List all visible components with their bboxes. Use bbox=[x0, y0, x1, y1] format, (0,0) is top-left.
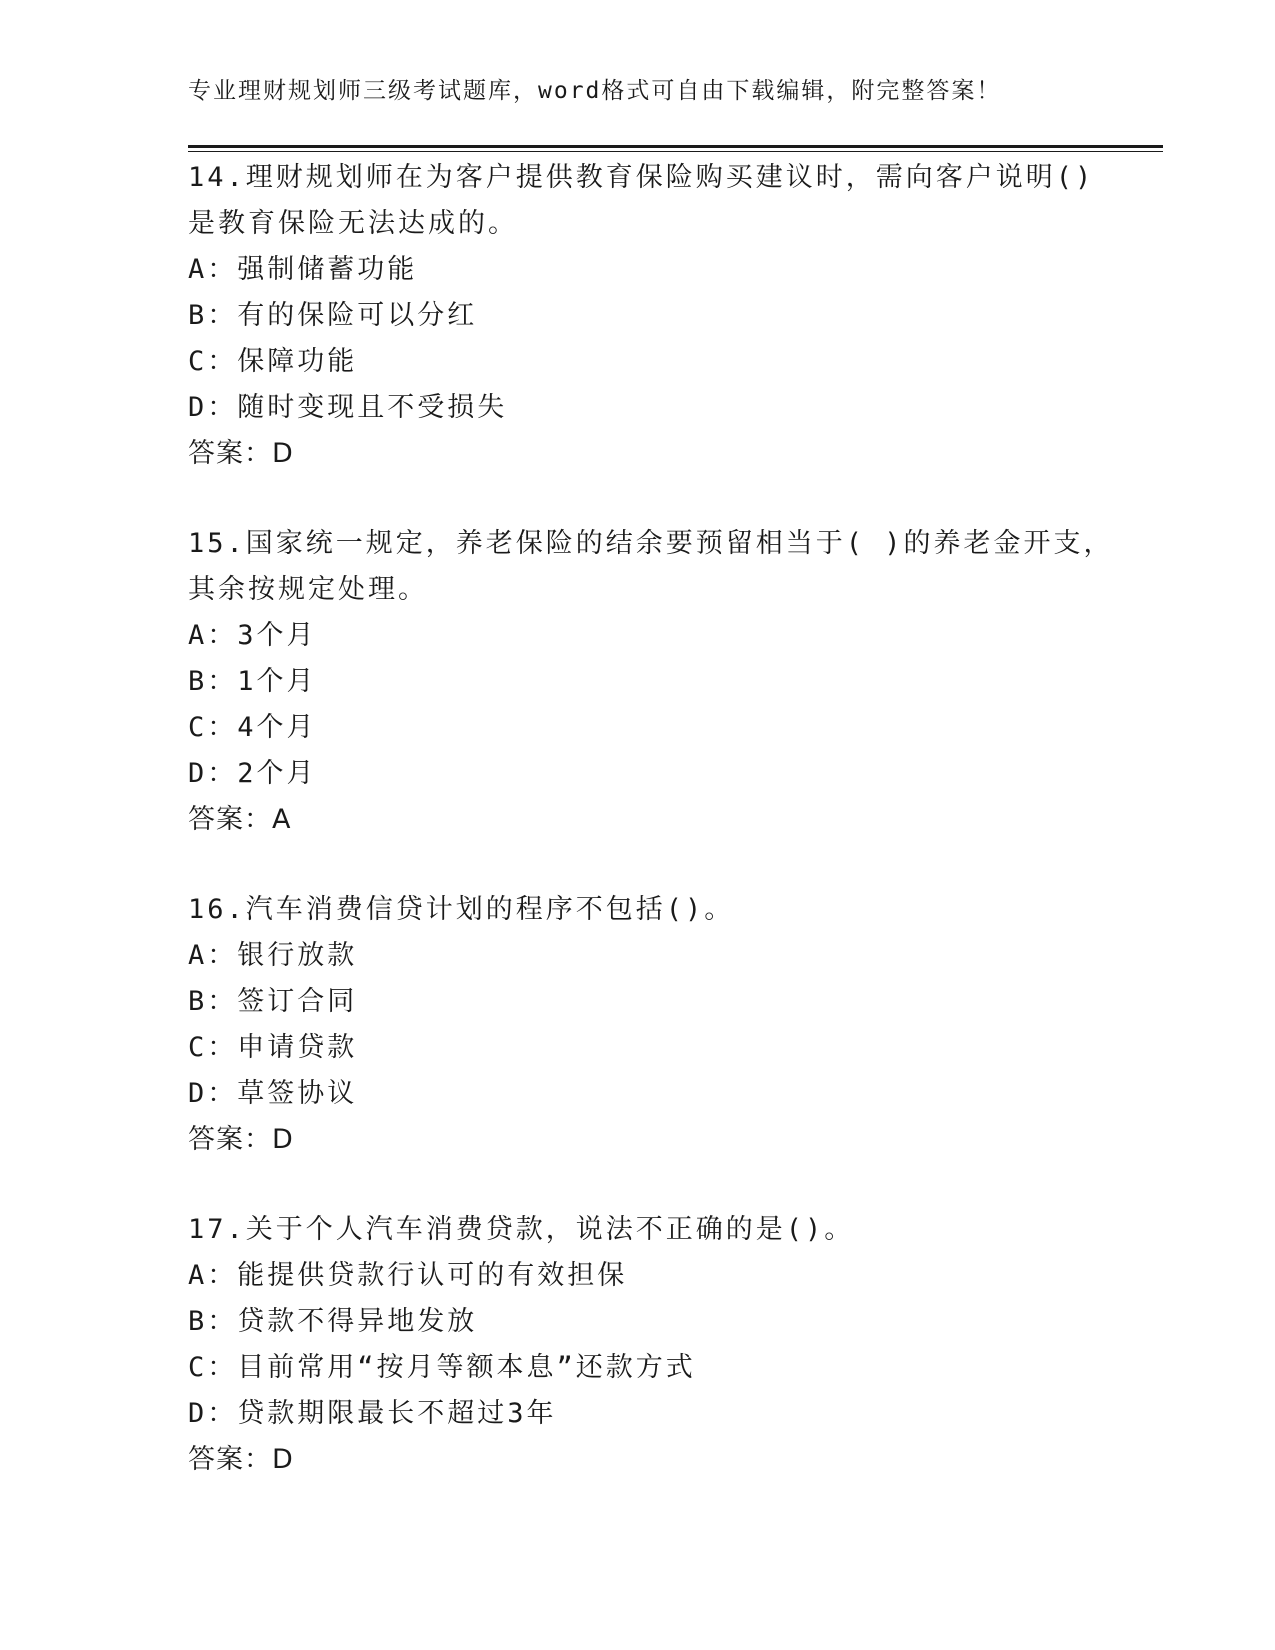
option-c: C：4个月 bbox=[188, 712, 317, 743]
question-16 bbox=[188, 887, 1118, 1163]
question-text: 16.汽车消费信贷计划的程序不包括()。 bbox=[188, 894, 735, 925]
answer-value: D bbox=[272, 1124, 294, 1155]
answer-value: D bbox=[272, 438, 294, 469]
header-divider-thin bbox=[188, 151, 1163, 152]
header-divider-thick bbox=[188, 145, 1163, 148]
answer-line bbox=[188, 431, 1118, 477]
option-d: D：2个月 bbox=[188, 758, 317, 789]
option-a: A：银行放款 bbox=[188, 940, 358, 971]
option-a: A：强制储蓄功能 bbox=[188, 254, 418, 285]
answer-value: A bbox=[272, 804, 292, 835]
option-b: B：有的保险可以分红 bbox=[188, 300, 478, 331]
option-d: D：贷款期限最长不超过3年 bbox=[188, 1398, 557, 1429]
question-15 bbox=[188, 521, 1118, 843]
answer-line bbox=[188, 1437, 1118, 1483]
answer-label: 答案： bbox=[188, 1124, 272, 1155]
question-text: 14.理财规划师在为客户提供教育保险购买建议时，需向客户说明()是教育保险无法达成的。 bbox=[188, 162, 1095, 239]
answer-line bbox=[188, 797, 1118, 843]
option-b: B：贷款不得异地发放 bbox=[188, 1306, 478, 1337]
answer-value: D bbox=[272, 1444, 294, 1475]
option-c: C：目前常用“按月等额本息”还款方式 bbox=[188, 1352, 696, 1383]
answer-label: 答案： bbox=[188, 1444, 272, 1475]
page-header: 专业理财规划师三级考试题库，word格式可自由下载编辑，附完整答案！ bbox=[188, 78, 1002, 104]
question-list bbox=[188, 155, 1118, 1527]
option-a: A：3个月 bbox=[188, 620, 317, 651]
option-d: D：草签协议 bbox=[188, 1078, 358, 1109]
option-d: D：随时变现且不受损失 bbox=[188, 392, 508, 423]
option-c: C：保障功能 bbox=[188, 346, 358, 377]
option-b: B：签订合同 bbox=[188, 986, 358, 1017]
answer-line bbox=[188, 1117, 1118, 1163]
option-c: C：申请贷款 bbox=[188, 1032, 358, 1063]
question-17 bbox=[188, 1207, 1118, 1483]
answer-label: 答案： bbox=[188, 804, 272, 835]
option-b: B：1个月 bbox=[188, 666, 317, 697]
question-text: 17.关于个人汽车消费贷款，说法不正确的是()。 bbox=[188, 1214, 855, 1245]
question-14 bbox=[188, 155, 1118, 477]
answer-label: 答案： bbox=[188, 438, 272, 469]
option-a: A：能提供贷款行认可的有效担保 bbox=[188, 1260, 628, 1291]
question-text: 15.国家统一规定，养老保险的结余要预留相当于( )的养老金开支，其余按规定处理。 bbox=[188, 528, 1114, 605]
